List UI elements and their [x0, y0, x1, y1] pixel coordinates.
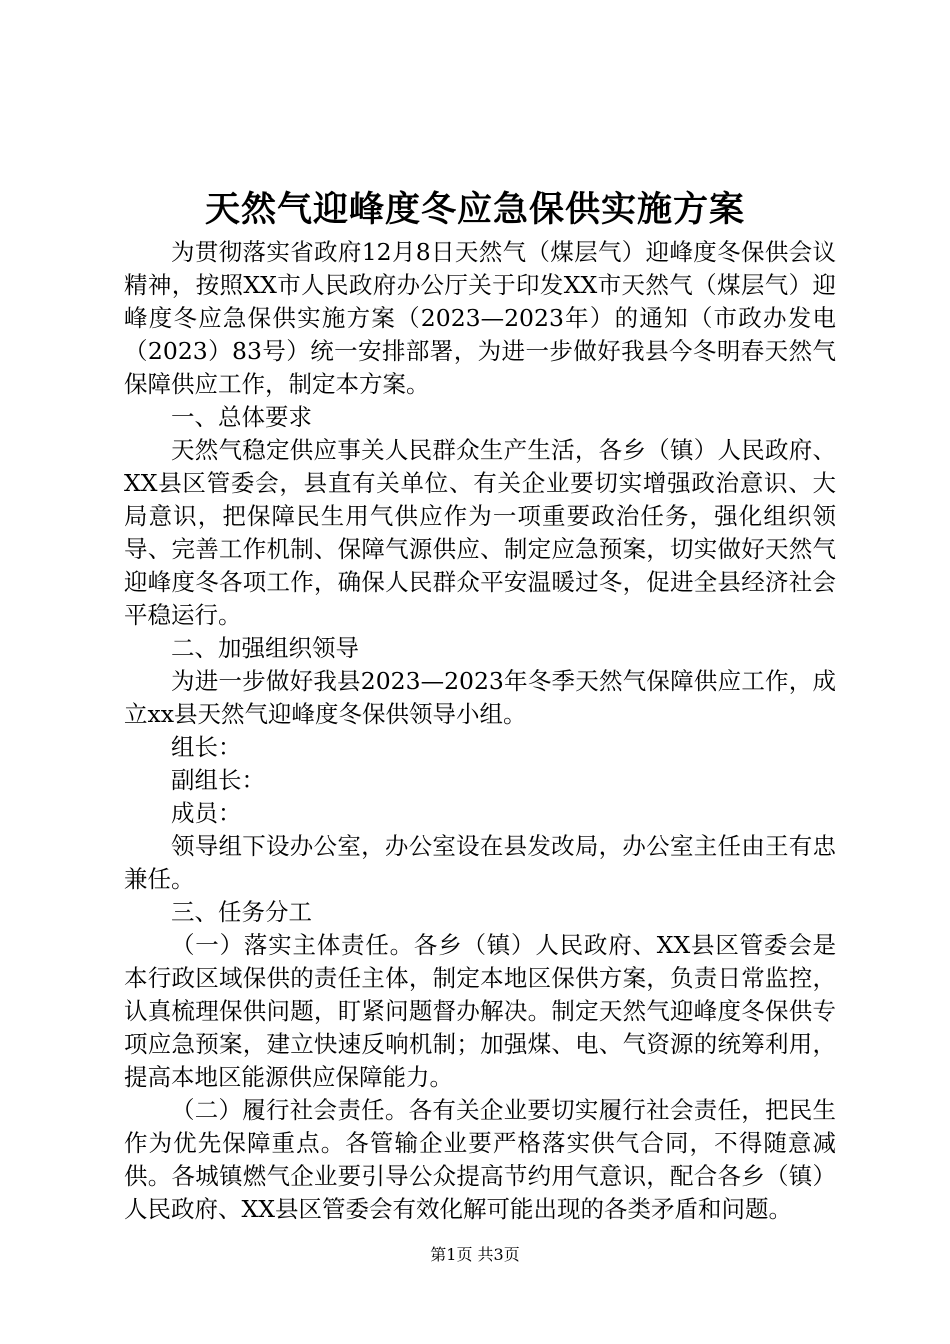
organization-paragraph: 为进一步做好我县2023—2023年冬季天然气保障供应工作，成立xx县天然气迎峰度冬保供领导小组。	[124, 667, 836, 728]
deputy-leader-line: 副组长：	[171, 766, 265, 794]
task-paragraph-2: （二）履行社会责任。各有关企业要切实履行社会责任，把民生作为优先保障重点。各管输企业要严格落实供气合同，不得随意减供。各城镇燃气企业要引导公众提高节约用气意识，配合各乡（镇）人民政府、XX县区管委会有效化解可能出现的各类矛盾和问题。	[124, 1096, 836, 1223]
members-line: 成员：	[171, 799, 242, 827]
document-title: 天然气迎峰度冬应急保供实施方案	[204, 189, 745, 230]
task-paragraph-1: （一）落实主体责任。各乡（镇）人民政府、XX县区管委会是本行政区域保供的责任主体，制定本地区保供方案，负责日常监控，认真梳理保供问题，盯紧问题督办解决。制定天然气迎峰度冬保供专项应急预案，建立快速反响机制；加强煤、电、气资源的统筹利用，提高本地区能源供应保障能力。	[124, 931, 836, 1091]
group-leader-line: 组长：	[171, 733, 242, 761]
intro-paragraph: 为贯彻落实省政府12月8日天然气（煤层气）迎峰度冬保供会议精神，按照XX市人民政府办公厅关于印发XX市天然气（煤层气）迎峰度冬应急保供实施方案（2023—2023年）的通知（市政办发电（2023）83号）统一安排部署，为进一步做好我县今冬明春天然气保障供应工作，制定本方案。	[124, 238, 836, 398]
office-paragraph: 领导组下设办公室，办公室设在县发改局，办公室主任由王有忠兼任。	[124, 832, 836, 893]
section-heading-organization: 二、加强组织领导	[171, 634, 359, 662]
general-requirements-paragraph: 天然气稳定供应事关人民群众生产生活，各乡（镇）人民政府、XX县区管委会，县直有关单位、有关企业要切实增强政治意识、大局意识，把保障民生用气供应作为一项重要政治任务，强化组织领导、完善工作机制、保障气源供应、制定应急预案，切实做好天然气迎峰度冬各项工作，确保人民群众平安温暖过冬，促进全县经济社会平稳运行。	[124, 436, 836, 629]
document-body	[124, 236, 836, 1226]
section-heading-general-requirements: 一、总体要求	[171, 403, 312, 431]
section-heading-task-division: 三、任务分工	[171, 898, 312, 926]
page-number-footer: 第1页 共3页	[430, 1245, 520, 1264]
